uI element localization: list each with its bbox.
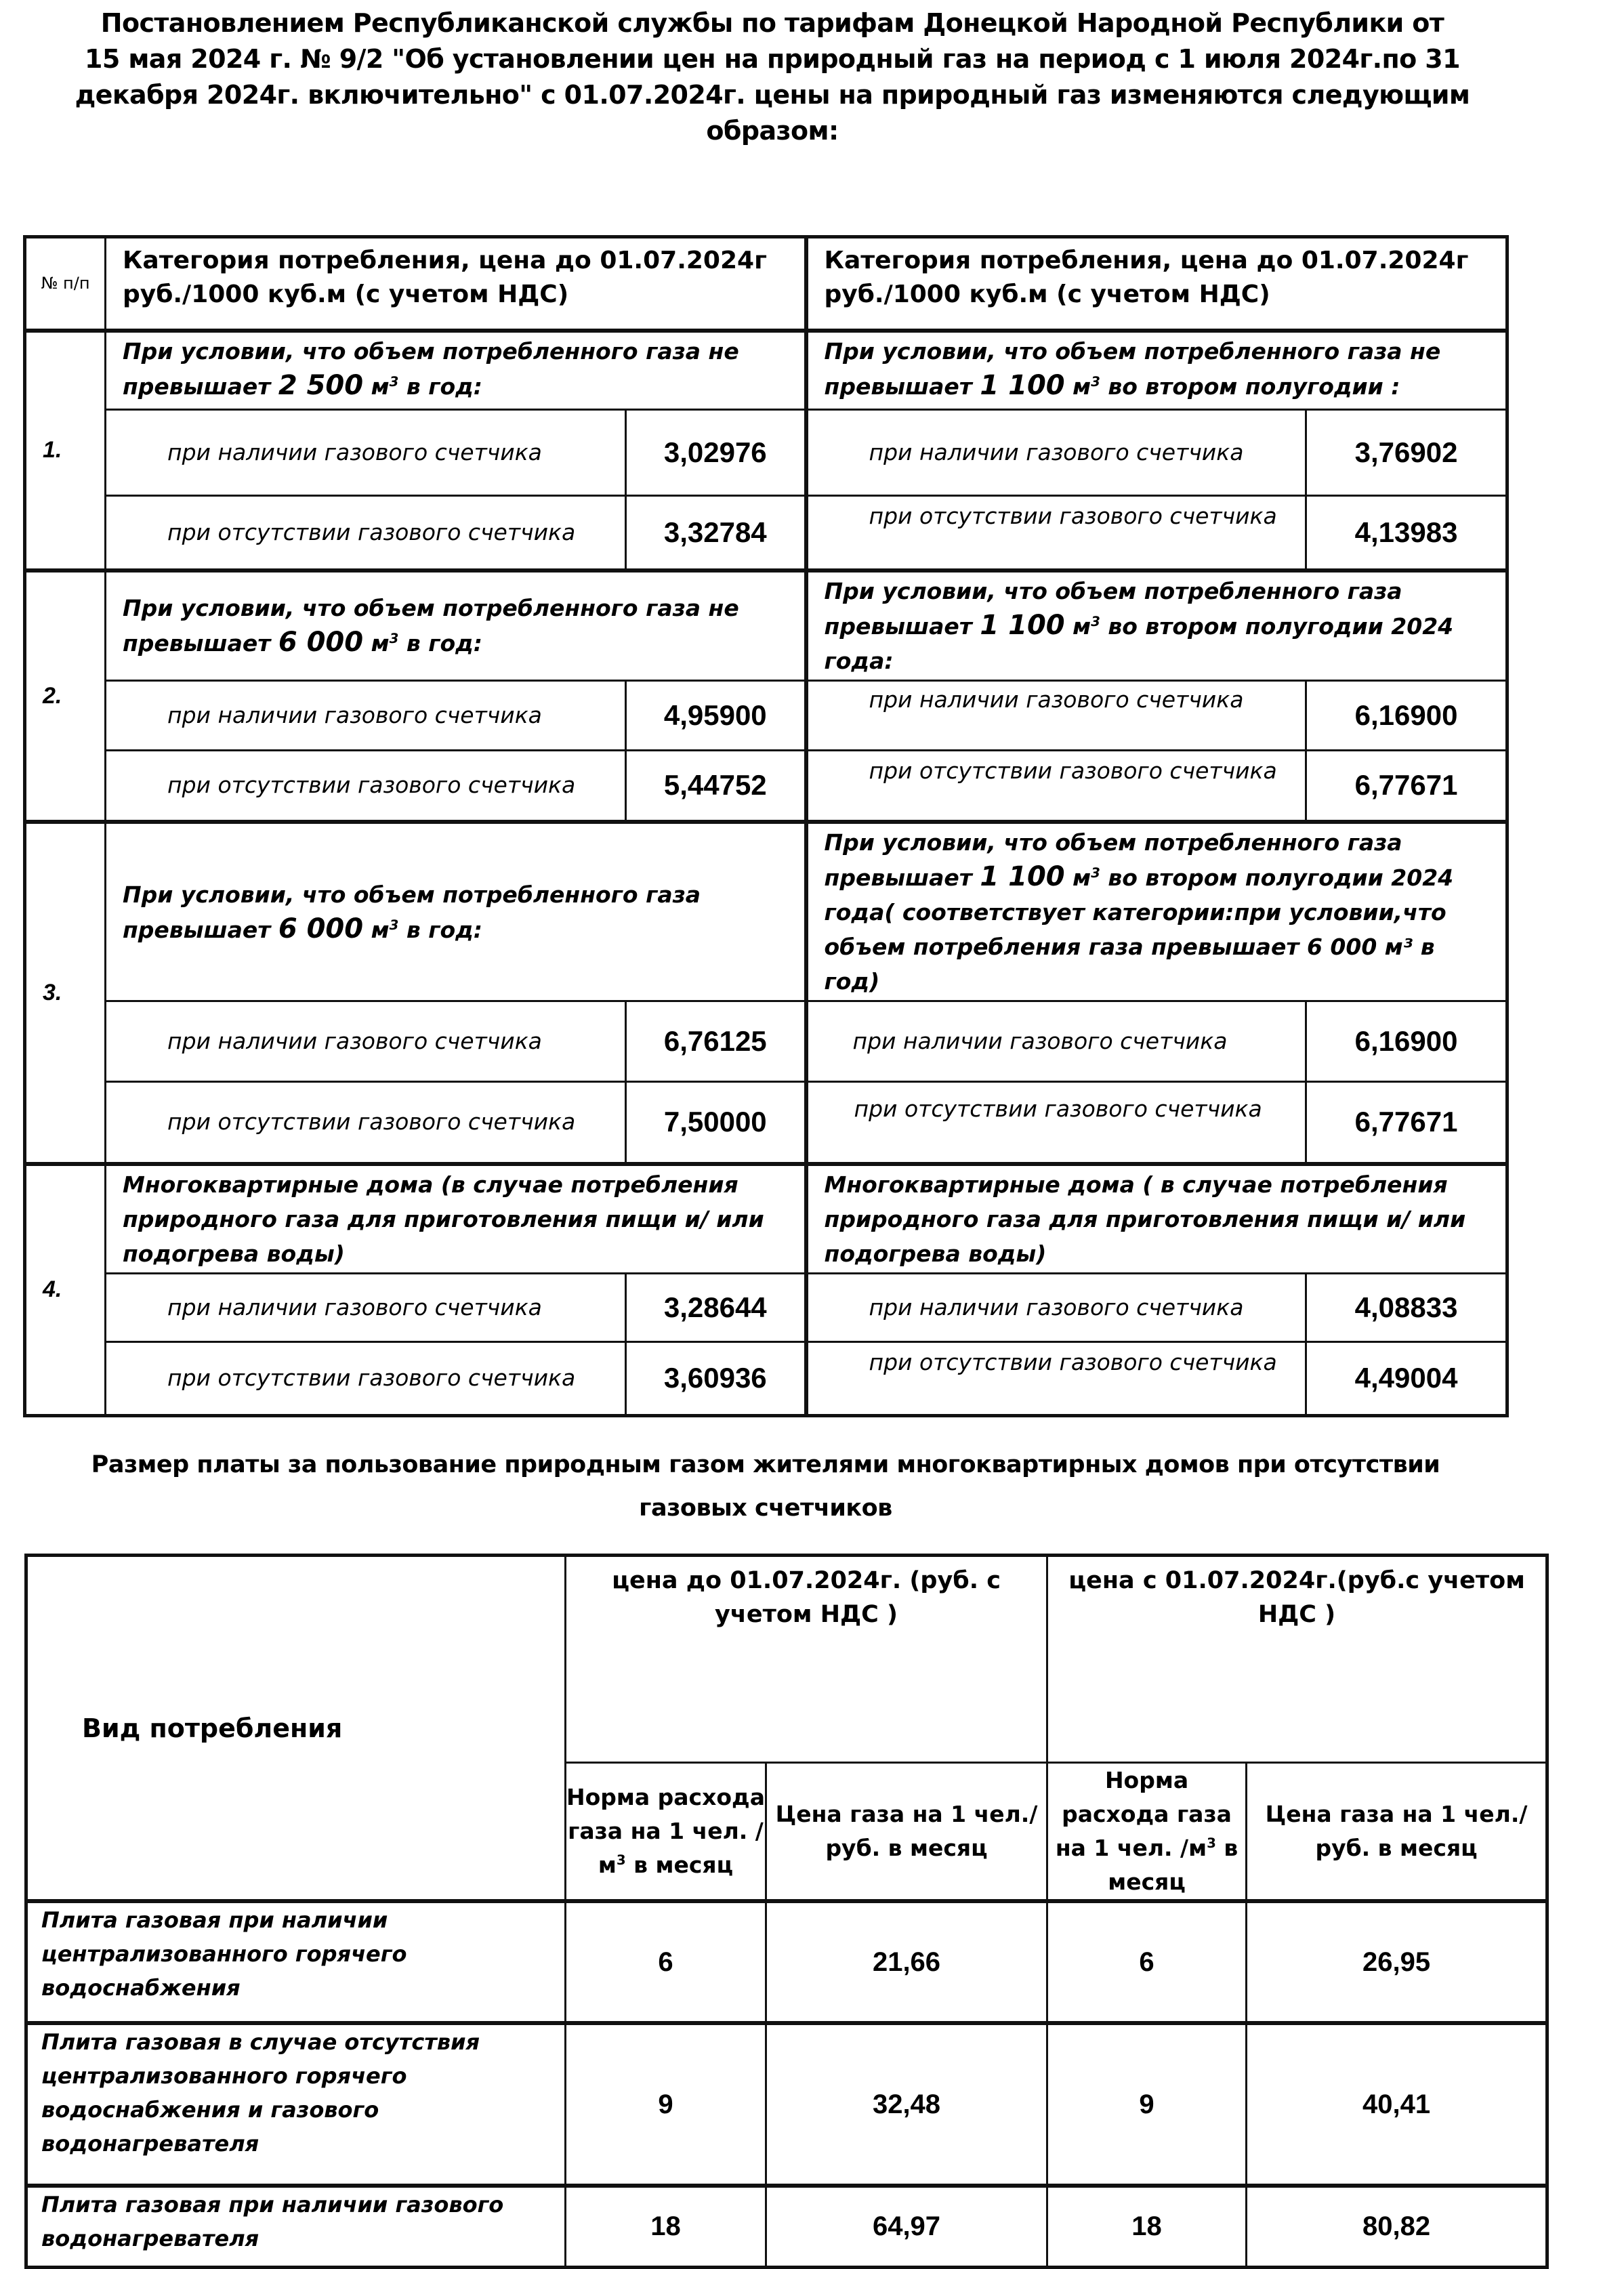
table-header-row [25,237,1507,331]
with-meter-label: при наличии газового счетчика [806,1273,1306,1341]
table-row [25,1082,1507,1164]
price-value: 21,66 [766,1901,1047,2023]
without-meter-label: при отсутствии газового счетчика [806,496,1306,570]
norm-value: 6 [1047,1901,1247,2023]
norms-section-title: Размер платы за пользование природным газом жителями многоквартирных домов при отсутствии газовых счетчиков [91,1451,1440,1522]
header-left-category: Категория потребления, цена до 01.07.2024г руб./1000 куб.м (с учетом НДС) [106,237,806,331]
table-row [25,1164,1507,1274]
table-row [25,822,1507,1001]
title-line: декабря 2024г. включительно" с 01.07.2024г. цены на природный газ изменяются следующим [75,80,1470,110]
norm-value: 6 [566,1901,766,2023]
header-price-per-person-before: Цена газа на 1 чел./руб. в месяц [766,1763,1047,1902]
title-line: образом: [706,116,839,146]
row-number: 1. [25,331,106,570]
header-number: № п/п [25,237,106,331]
consumption-kind: Плита газовая при наличии газового водонагревателя [26,2186,566,2267]
price-value: 40,41 [1247,2023,1547,2186]
with-meter-label: при наличии газового счетчика [806,410,1306,496]
norm-value: 9 [566,2023,766,2186]
header-right-category: Категория потребления, цена до 01.07.2024г руб./1000 куб.м (с учетом НДС) [806,237,1507,331]
price-value: 5,44752 [626,750,806,822]
price-value: 4,13983 [1306,496,1507,570]
with-meter-label: при наличии газового счетчика [806,680,1306,750]
right-condition: Многоквартирные дома ( в случае потребления природного газа для приготовления пищи и/ или подогрева воды) [806,1164,1507,1274]
left-condition: При условии, что объем потребленного газа не превышает 6 000 $м^3$ в год: [106,570,806,681]
price-value: 64,97 [766,2186,1047,2267]
price-value: 4,49004 [1306,1341,1507,1415]
price-value: 7,50000 [626,1082,806,1164]
norms-table [24,1554,1549,2269]
right-condition: При условии, что объем потребленного газа превышает 1 100 $м^3$ во втором полугодии 2024 года( соответствует категории:при условии,что объем потребления газа превышает 6 000 м³ в год) [806,822,1507,1001]
header-norm-before: Норма расхода газа на 1 чел. $/м^3$ в месяц [566,1763,766,1902]
row-number: 2. [25,570,106,823]
price-value: 6,16900 [1306,1001,1507,1082]
without-meter-label: при отсутствии газового счетчика [106,750,626,822]
price-value: 4,08833 [1306,1273,1507,1341]
without-meter-label: при отсутствии газового счетчика [806,750,1306,822]
norm-value: 18 [566,2186,766,2267]
right-condition: При условии, что объем потребленного газа не превышает 1 100 $м^3$ во втором полугодии : [806,331,1507,410]
price-value: 3,32784 [626,496,806,570]
left-condition: При условии, что объем потребленного газа не превышает 2 500 $м^3$ в год: [106,331,806,410]
price-value: 6,77671 [1306,1082,1507,1164]
with-meter-label: при наличии газового счетчика [106,410,626,496]
price-value: 3,76902 [1306,410,1507,496]
price-value: 26,95 [1247,1901,1547,2023]
header-price-after: цена с 01.07.2024г.(руб.с учетом НДС ) [1047,1556,1547,1763]
norm-value: 18 [1047,2186,1247,2267]
price-value: 6,77671 [1306,750,1507,822]
table-header-row [26,1556,1547,1763]
table-row [25,750,1507,822]
header-norm-after: Норма расхода газа на 1 чел. $/м^3$ в месяц [1047,1763,1247,1902]
norm-value: 9 [1047,2023,1247,2186]
without-meter-label: при отсутствии газового счетчика [106,1082,626,1164]
table-row [25,1001,1507,1082]
with-meter-label: при наличии газового счетчика [106,680,626,750]
with-meter-label: при наличии газового счетчика [106,1001,626,1082]
left-condition: Многоквартирные дома (в случае потребления природного газа для приготовления пищи и/ или подогрева воды) [106,1164,806,1274]
table-row [25,410,1507,496]
price-value: 3,60936 [626,1341,806,1415]
price-value: 80,82 [1247,2186,1547,2267]
row-number: 3. [25,822,106,1164]
title-line: 15 мая 2024 г. № 9/2 "Об установлении цен на природный газ на период с 1 июля 2024г.по 31 [85,44,1460,74]
header-kind: Вид потребления [26,1556,566,1902]
table-row [25,680,1507,750]
right-condition: При условии, что объем потребленного газа превышает 1 100 $м^3$ во втором полугодии 2024 года: [806,570,1507,681]
tariff-table [23,235,1509,1417]
without-meter-label: при отсутствии газового счетчика [106,1341,626,1415]
header-price-per-person-after: Цена газа на 1 чел./руб. в месяц [1247,1763,1547,1902]
price-value: 3,28644 [626,1273,806,1341]
with-meter-label: при наличии газового счетчика [806,1001,1306,1082]
table-row [26,2023,1547,2186]
without-meter-label: при отсутствии газового счетчика [106,496,626,570]
row-number: 4. [25,1164,106,1416]
table-row [25,570,1507,681]
left-condition: При условии, что объем потребленного газа превышает 6 000 $м^3$ в год: [106,822,806,1001]
price-value: 4,95900 [626,680,806,750]
table-row [25,1341,1507,1415]
table-row [25,496,1507,570]
table-row [25,1273,1507,1341]
price-value: 6,76125 [626,1001,806,1082]
header-price-before: цена до 01.07.2024г. (руб. с учетом НДС ) [566,1556,1047,1763]
consumption-kind: Плита газовая при наличии централизованного горячего водоснабжения [26,1901,566,2023]
table-row [25,331,1507,410]
table-row [26,1901,1547,2023]
price-value: 6,16900 [1306,680,1507,750]
price-value: 32,48 [766,2023,1047,2186]
table-row [26,2186,1547,2267]
title-line: Постановлением Республиканской службы по тарифам Донецкой Народной Республики от [100,8,1444,38]
consumption-kind: Плита газовая в случае отсутствия централизованного горячего водоснабжения и газового водонагревателя [26,2023,566,2186]
without-meter-label: при отсутствии газового счетчика [806,1082,1306,1164]
with-meter-label: при наличии газового счетчика [106,1273,626,1341]
document-title [41,5,1504,149]
price-value: 3,02976 [626,410,806,496]
without-meter-label: при отсутствии газового счетчика [806,1341,1306,1415]
